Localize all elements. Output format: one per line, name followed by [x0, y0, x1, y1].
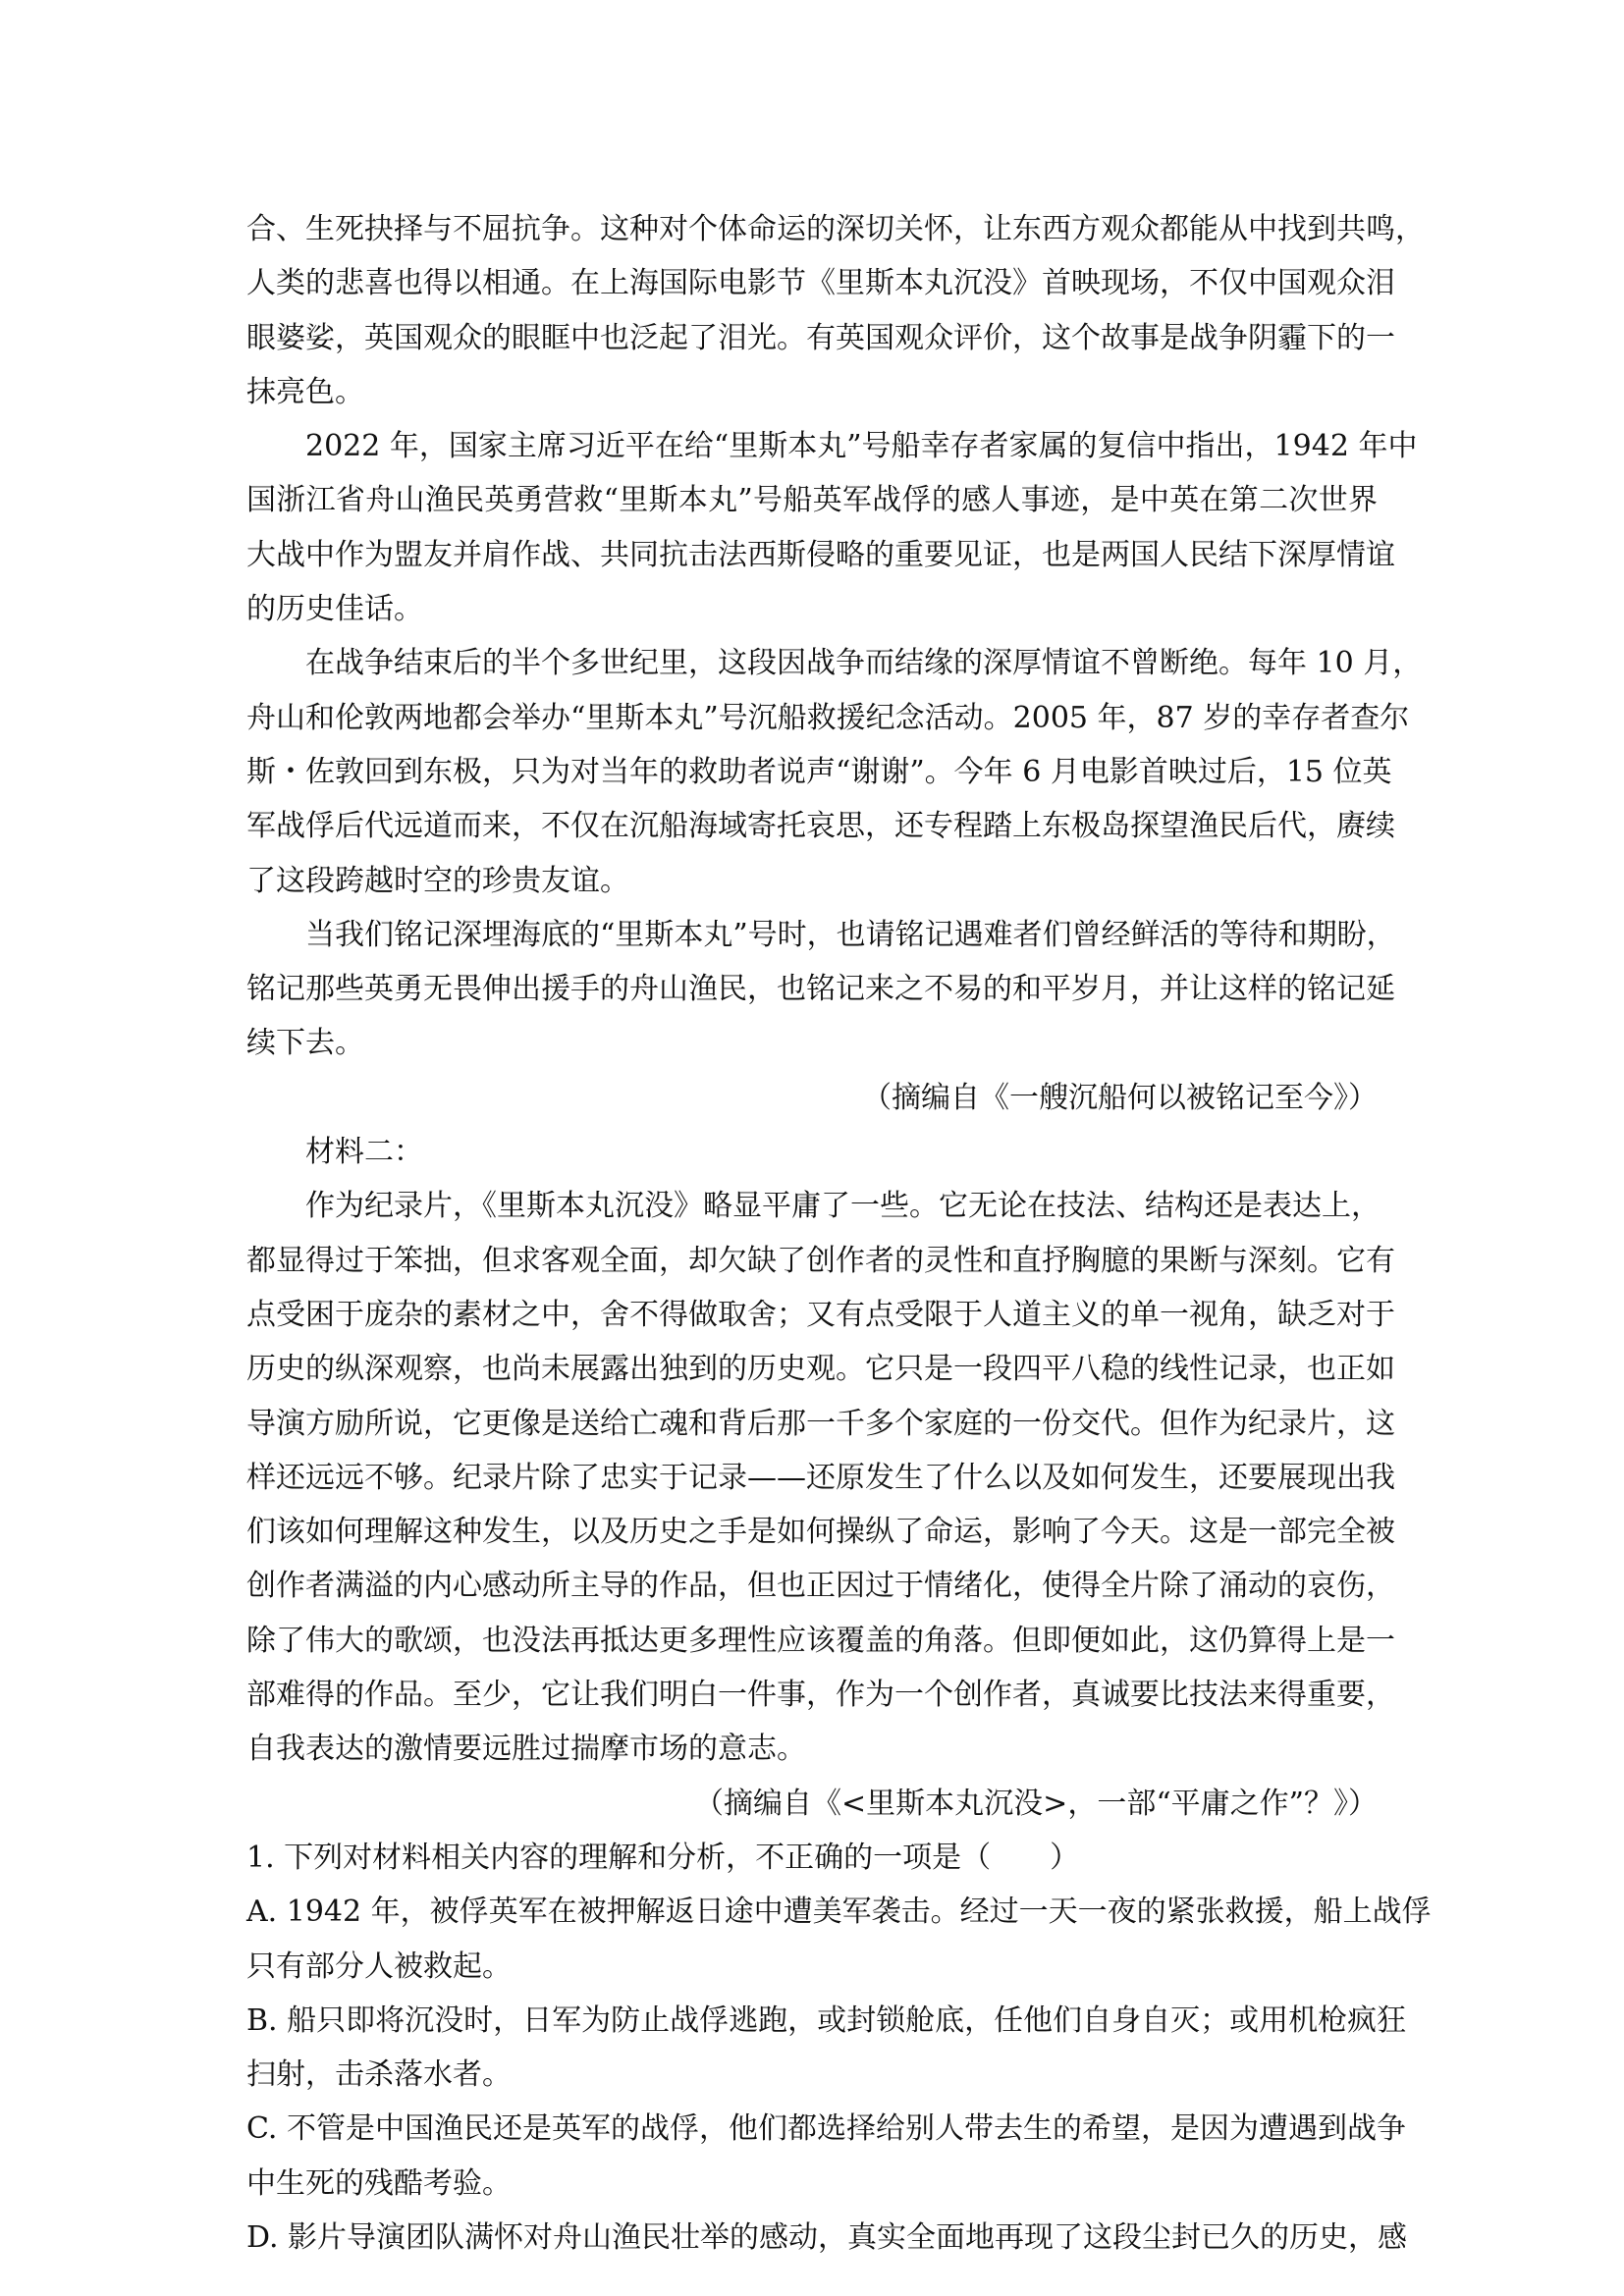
- text-line: 点受困于庞杂的素材之中，舍不得做取舍；又有点受限于人道主义的单一视角，缺乏对于: [246, 1297, 1395, 1332]
- text-line: 当我们铭记深埋海底的“里斯本丸”号时，也请铭记遇难者们曾经鲜活的等待和期盼，: [305, 917, 1396, 952]
- paragraph-friendship: [246, 636, 1423, 907]
- text-line: 在战争结束后的半个多世纪里，这段因战争而结缘的深厚情谊不曾断绝。每年 10 月，: [305, 646, 1423, 681]
- paragraph-remember: [246, 908, 1396, 1071]
- question-1: [246, 1831, 1432, 2265]
- text-line: 大战中作为盟友并肩作战、共同抗击法西斯侵略的重要见证，也是两国人民结下深厚情谊: [246, 537, 1395, 572]
- source-citation-1: （摘编自《一艘沉船何以被铭记至今》）: [862, 1080, 1378, 1115]
- text-line: 作为纪录片，《里斯本丸沉没》略显平庸了一些。它无论在技法、结构还是表达上，: [305, 1189, 1380, 1224]
- text-line: 了这段跨越时空的珍贵友谊。: [246, 863, 629, 898]
- text-line: 的历史佳话。: [246, 592, 423, 627]
- option-b: [246, 1994, 1407, 2103]
- text-line: 国浙江省舟山渔民英勇营救“里斯本丸”号船英军战俘的感人事迹，是中英在第二次世界: [246, 483, 1378, 518]
- page-content: [246, 202, 1432, 2265]
- text-line: 合、生死抉择与不屈抗争。这种对个体命运的深切关怀，让东西方观众都能从中找到共鸣，: [246, 212, 1425, 246]
- text-line: 扫射，击杀落水者。: [246, 2057, 512, 2093]
- text-line: 续下去。: [246, 1026, 364, 1061]
- text-line: 部难得的作品。至少，它让我们明白一件事，作为一个创作者，真诚要比技法来得重要，: [246, 1678, 1395, 1713]
- option-c: [246, 2102, 1406, 2211]
- text-line: B. 船只即将沉没时，日军为防止战俘逃跑，或封锁舱底，任他们自身自灭；或用机枪疯狂: [246, 2002, 1407, 2038]
- text-line: 创作者满溢的内心感动所主导的作品，但也正因过于情绪化，使得全片除了涌动的哀伤，: [246, 1569, 1395, 1604]
- text-line: 只有部分人被救起。: [246, 1949, 512, 1984]
- text-line: 斯・佐敦回到东极，只为对当年的救助者说声“谢谢”。今年 6 月电影首映过后，15 位英: [246, 754, 1392, 789]
- option-d: [246, 2211, 1408, 2265]
- text-line: 铭记那些英勇无畏伸出援手的舟山渔民，也铭记来之不易的和平岁月，并让这样的铭记延: [246, 972, 1395, 1007]
- text-line: 自我表达的激情要远胜过揣摩市场的意志。: [246, 1732, 806, 1767]
- text-line: 抹亮色。: [246, 374, 364, 409]
- text-line: 2022 年，国家主席习近平在给“里斯本丸”号船幸存者家属的复信中指出，1942 年中: [305, 429, 1418, 464]
- paragraph-material-two: [246, 1179, 1395, 1776]
- text-line: C. 不管是中国渔民还是英军的战俘，他们都选择给别人带去生的希望，是因为遭遇到战争: [246, 2111, 1406, 2147]
- paragraph-2022-letter: [246, 419, 1418, 636]
- text-line: 中生死的残酷考验。: [246, 2165, 512, 2201]
- text-line: 样还远远不够。纪录片除了忠实于记录——还原发生了什么以及如何发生，还要展现出我: [246, 1460, 1395, 1495]
- text-line: 眼婆娑，英国观众的眼眶中也泛起了泪光。有英国观众评价，这个故事是战争阴霾下的一: [246, 320, 1395, 355]
- text-line: 除了伟大的歌颂，也没法再抵达更多理性应该覆盖的角落。但即便如此，这仍算得上是一: [246, 1623, 1395, 1658]
- text-line: 历史的纵深观察，也尚未展露出独到的历史观。它只是一段四平八稳的线性记录，也正如: [246, 1352, 1395, 1387]
- text-line: 舟山和伦敦两地都会举办“里斯本丸”号沉船救援纪念活动。2005 年，87 岁的幸存者查尔: [246, 700, 1410, 735]
- paragraph-continued: [246, 202, 1425, 419]
- text-line: D. 影片导演团队满怀对舟山渔民壮举的感动，真实全面地再现了这段尘封已久的历史，感: [246, 2219, 1408, 2255]
- source-citation-2: （摘编自《<里斯本丸沉没>，一部“平庸之作”？》）: [694, 1786, 1378, 1821]
- text-line: A. 1942 年，被俘英军在被押解返日途中遭美军袭击。经过一天一夜的紧张救援，船上战俘: [246, 1895, 1432, 1930]
- question-stem: 1. 下列对材料相关内容的理解和分析，不正确的一项是（ ）: [246, 1840, 1080, 1875]
- option-a: [246, 1885, 1432, 1994]
- text-line: 军战俘后代远道而来，不仅在沉船海域寄托哀思，还专程踏上东极岛探望渔民后代，赓续: [246, 809, 1395, 844]
- text-line: 人类的悲喜也得以相通。在上海国际电影节《里斯本丸沉没》首映现场，不仅中国观众泪: [246, 266, 1395, 301]
- text-line: 导演方励所说，它更像是送给亡魂和背后那一千多个家庭的一份交代。但作为纪录片，这: [246, 1406, 1395, 1441]
- material-two-heading: 材料二：: [305, 1135, 423, 1170]
- text-line: 都显得过于笨拙，但求客观全面，却欠缺了创作者的灵性和直抒胸臆的果断与深刻。它有: [246, 1243, 1395, 1278]
- text-line: 们该如何理解这种发生，以及历史之手是如何操纵了命运，影响了今天。这是一部完全被: [246, 1515, 1395, 1550]
